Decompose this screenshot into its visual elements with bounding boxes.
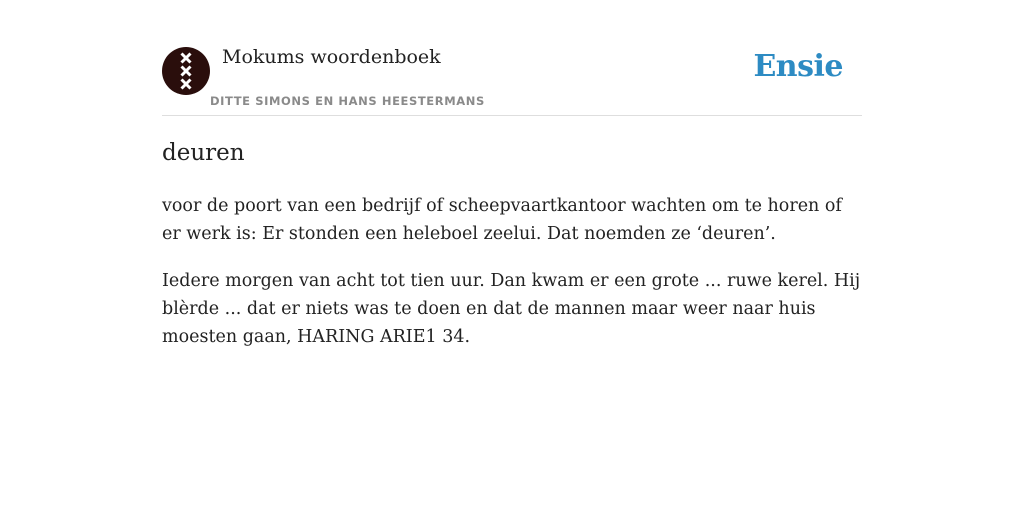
site-authors: DITTE SIMONS EN HANS HEESTERMANS <box>210 94 485 108</box>
ensie-brand-link[interactable]: Ensie <box>753 49 843 84</box>
site-header <box>162 0 862 116</box>
amsterdam-crosses-icon[interactable] <box>162 47 210 95</box>
entry-definition: voor de poort van een bedrijf of scheepvaartkantoor wachten om te horen of er werk is: Er stonden een heleboel zeelui. Dat noemden ze ‘deuren’. <box>162 196 842 244</box>
entry-example: Iedere morgen van acht tot tien uur. Dan kwam er een grote ... ruwe kerel. Hij blèrde ... dat er niets was te doen en dat de mannen maar weer naar huis moesten gaan, HARING ARIE1 34. <box>162 271 861 347</box>
page-container <box>162 0 862 347</box>
site-title-link[interactable]: Mokums woordenboek <box>222 46 441 68</box>
entry-title: deuren <box>162 140 245 166</box>
